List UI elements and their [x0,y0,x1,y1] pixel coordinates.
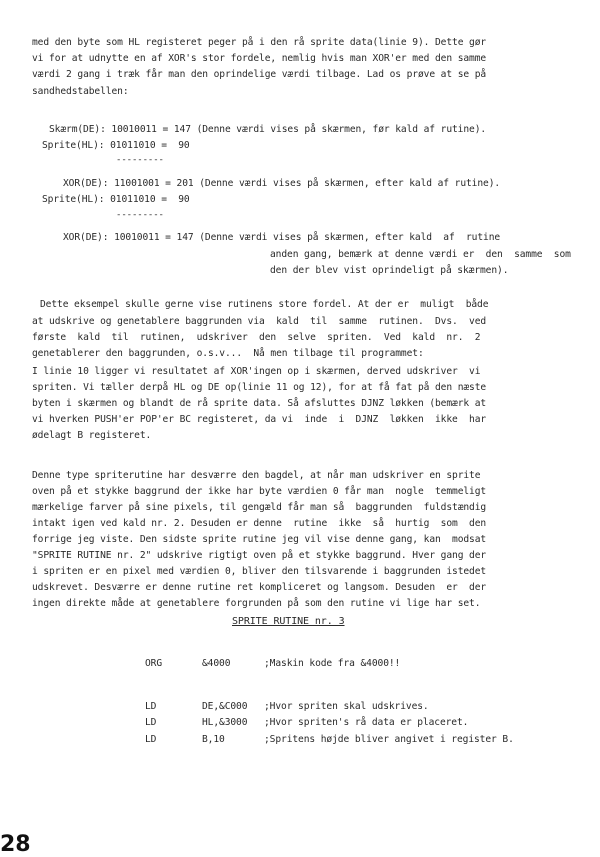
table-row-screen: Skærm(DE): 10010011 = 147 (Denne værdi vises på skærmen, før kald af rutine). [49,124,487,135]
para2-line-2: at udskrive og genetablere baggrunden via kald til samme rutinen. Dvs. ved [32,316,487,327]
code-comment: ;Hvor spriten skal udskrives. [264,701,429,712]
para3-line-4: intakt igen ved kald nr. 2. Desuden er denne rutine ikke så hurtig som den [32,518,487,529]
table-separator-1: --------- [116,155,164,165]
code-arg: &4000 [202,658,231,669]
para3-line-2: oven på et stykke baggrund der ikke har byte værdien 0 får man nogle temmeligt [32,486,487,497]
para2-line-3: første kald til rutinen, udskriver den selve spriten. Ved kald nr. 2 [32,332,481,343]
table-row-xor-1: XOR(DE): 11001001 = 201 (Denne værdi vises på skærmen, efter kald af rutine). [63,178,501,189]
code-comment: ;Spritens højde bliver angivet i register B. [264,734,514,745]
para2-line-1: Dette eksempel skulle gerne vise rutinens store fordel. At der er muligt både [40,299,489,310]
code-arg: HL,&3000 [202,717,248,728]
para1-line-4: sandhedstabellen: [32,86,129,97]
code-op: ORG [145,658,163,669]
code-comment: ;Hvor spriten's rå data er placeret. [264,717,469,728]
para2-line-8: vi hverken PUSH'er POP'er BC registeret, da vi inde i DJNZ løkken ikke har [32,414,487,425]
code-comment: ;Maskin kode fra &4000!! [264,658,401,669]
para3-line-1: Denne type spriterutine har desværre den bagdel, at når man udskriver en sprite [32,470,481,481]
para3-line-8: udskrevet. Desværre er denne rutine ret kompliceret og langsom. Desuden er der [32,582,487,593]
para3-line-9: ingen direkte måde at genetablere forgrunden på som den rutine vi lige har set. [32,598,481,609]
para3-line-5: forrige jeg viste. Den sidste sprite rutine jeg vil vise denne gang, kan modsat [32,534,487,545]
para3-line-7: i spriten er en pixel med værdien 0, bliver den tilsvarende i baggrunden istedet [32,566,487,577]
code-op: LD [145,717,157,728]
para2-line-5: I linie 10 ligger vi resultatet af XOR'ingen op i skærmen, derved udskriver vi [32,366,481,377]
code-arg: DE,&C000 [202,701,248,712]
para3-line-3: mærkelige farver på sine pixels, til gengæld får man så baggrunden fuldstændig [32,502,487,513]
table-row-xor-2-cont-1: anden gang, bemærk at denne værdi er den samme som [270,249,571,260]
para1-line-2: vi for at udnytte en af XOR's stor fordele, nemlig hvis man XOR'er med den samme [32,53,487,64]
para2-line-4: genetablerer den baggrunden, o.s.v... Nå men tilbage til programmet: [32,348,424,359]
para3-line-6: "SPRITE RUTINE nr. 2" udskrive rigtigt oven på et stykke baggrund. Hver gang der [32,550,487,561]
page-number: 28 [0,832,31,857]
code-arg: B,10 [202,734,225,745]
para1-line-3: værdi 2 gang i træk får man den oprindelige værdi tilbage. Lad os prøve at se på [32,69,487,80]
table-row-xor-2-cont-2: den der blev vist oprindeligt på skærmen). [270,265,509,276]
para1-line-1: med den byte som HL registeret peger på i den rå sprite data(linie 9). Dette gør [32,37,487,48]
para2-line-9: ødelagt B registeret. [32,430,152,441]
table-row-sprite-1: Sprite(HL): 01011010 = 90 [42,140,190,151]
table-row-sprite-2: Sprite(HL): 01011010 = 90 [42,194,190,205]
para2-line-6: spriten. Vi tæller derpå HL og DE op(linie 11 og 12), for at få fat på den næste [32,382,487,393]
section-heading: SPRITE RUTINE nr. 3 [232,616,345,627]
code-op: LD [145,734,157,745]
table-row-xor-2: XOR(DE): 10010011 = 147 (Denne værdi vises på skærmen, efter kald af rutine [63,232,501,243]
code-op: LD [145,701,157,712]
para2-line-7: byten i skærmen og blandt de rå sprite data. Så afsluttes DJNZ løkken (bemærk at [32,398,487,409]
table-separator-2: --------- [116,210,164,220]
